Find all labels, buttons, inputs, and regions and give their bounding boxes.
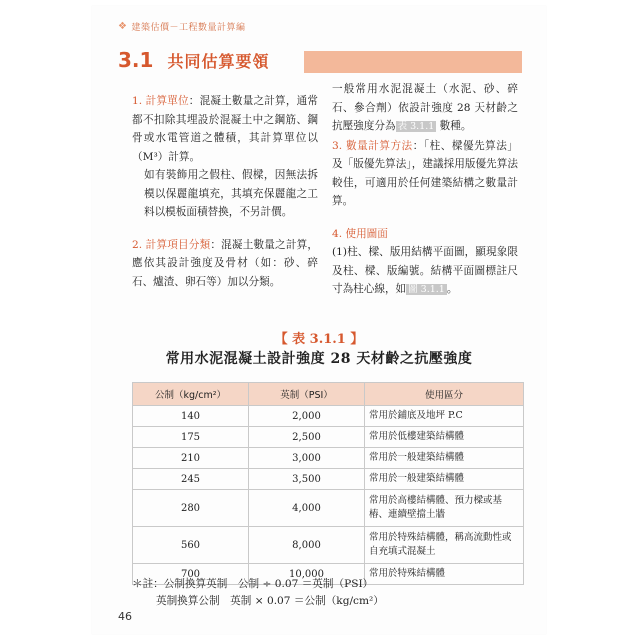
section-title-bar (304, 51, 522, 73)
metric-cell: 245 (133, 469, 249, 490)
header-imperial: 英制（PSI） (249, 383, 365, 406)
item-2-title: 2. 計算項目分類 (132, 238, 211, 251)
note-line-1: ＊註：公制換算英制 公制 ÷ 0.07 ＝英制（PSI） (132, 578, 374, 590)
right-column (332, 80, 518, 300)
item-2-text: ：混凝土數量之計算，應依其設計強度及骨材（如：砂、碎石、爐渣、卵石等）加以分類。 (132, 238, 318, 288)
table-row (133, 427, 524, 448)
item-3-title: 3. 數量計算方法 (332, 139, 413, 152)
table-row (133, 490, 524, 527)
item-3-text: ：「柱、樑優先算法」及「版優先算法」，建議採用版優先算法較佳，可適用於任何建築結構之數量計算。 (332, 139, 518, 207)
imperial-cell: 4,000 (249, 490, 365, 527)
metric-cell: 560 (133, 527, 249, 564)
header-usage: 使用區分 (365, 383, 524, 406)
page-number: 46 (118, 610, 132, 623)
metric-cell: 175 (133, 427, 249, 448)
metric-cell: 280 (133, 490, 249, 527)
left-column (132, 92, 318, 291)
item-4 (332, 225, 518, 244)
imperial-cell: 2,500 (249, 427, 365, 448)
note-line-2: 英制換算公制 英制 × 0.07 ＝公制（kg/cm²） (156, 595, 384, 607)
figure-reference-tag: 圖 3.1.1 (408, 284, 445, 295)
table-tag: 【 表 3.1.1 】 (274, 332, 364, 347)
table-row (133, 469, 524, 490)
item-4-text-end: 。 (446, 283, 458, 295)
section-number: 3.1 (118, 48, 154, 72)
continued-paragraph (332, 80, 518, 137)
continued-text: 一般常用水泥混凝土（水泥、砂、碎石、參合劑）依設計強度 28 天材齡之抗壓強度分為 (332, 83, 518, 132)
item-1-text-2: 如有裝飾用之假柱、假樑，因無法拆模以保麗龍填充，其填充保麗龍之工料以模板面積替換，不另計價。 (144, 169, 318, 218)
item-4-text (332, 243, 518, 300)
table-row (133, 448, 524, 469)
section-title (118, 48, 269, 72)
metric-cell: 140 (133, 406, 249, 427)
item-1 (132, 92, 318, 166)
item-1-title: 1. 計算單位 (132, 95, 189, 107)
usage-cell: 常用於鋪底及地坪 P.C (365, 406, 524, 427)
header-metric: 公制（kg/cm²） (133, 383, 249, 406)
table-notes (132, 576, 384, 610)
metric-cell: 700 (133, 564, 249, 585)
item-3 (332, 137, 518, 211)
imperial-cell: 3,000 (249, 448, 365, 469)
strength-table (132, 382, 524, 585)
table-row (133, 527, 524, 564)
section-heading: 共同估算要領 (167, 51, 270, 71)
usage-cell: 常用於低樓建築結構體 (365, 427, 524, 448)
usage-cell: 常用於一般建築結構體 (365, 469, 524, 490)
table-reference-tag: 表 3.1.1 (397, 121, 435, 132)
book-page (92, 6, 546, 634)
metric-cell: 210 (133, 448, 249, 469)
imperial-cell: 10,000 (249, 564, 365, 585)
item-4-title: 4. 使用圖面 (332, 227, 388, 240)
usage-cell: 常用於一般建築結構體 (365, 448, 524, 469)
usage-cell: 常用於特殊結構體 (365, 564, 524, 585)
header-text: 建築估價－工程數量計算編 (131, 23, 246, 33)
imperial-cell: 3,500 (249, 469, 365, 490)
table-row (133, 406, 524, 427)
diamond-icon: ❖ (118, 21, 128, 32)
usage-cell: 常用於高樓結構體、預力樑或基樁、連續壁擋土牆 (365, 490, 524, 527)
imperial-cell: 2,000 (249, 406, 365, 427)
item-1-text: ：混凝土數量之計算，通常都不扣除其埋設於混凝土中之鋼筋、鋼骨或水電管道之體積，其計算單位以（M³）計算。 (132, 95, 318, 163)
imperial-cell: 8,000 (249, 527, 365, 564)
table-header-row (133, 383, 524, 406)
continued-text-end: 數種。 (436, 120, 472, 132)
item-2 (132, 236, 318, 292)
table-title: 常用水泥混凝土設計強度 28 天材齡之抗壓強度 (165, 351, 473, 367)
usage-cell: 常用於特殊結構體，稱高流動性或自充填式混凝土 (365, 527, 524, 564)
running-header (118, 20, 245, 33)
item-4-text-a: (1)柱、樑、版用結構平面圖，顯現象限及柱、樑、版編號。結構平面圖標註尺寸為柱心線，如 (332, 246, 518, 295)
